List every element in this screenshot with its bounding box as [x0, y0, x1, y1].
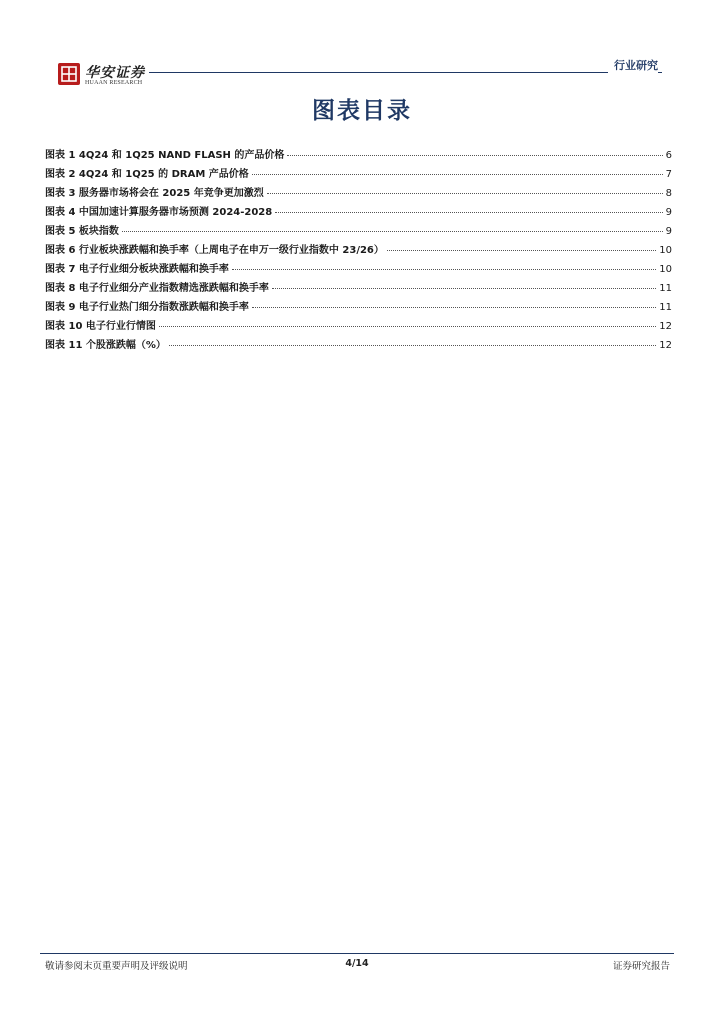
toc-leader-dots [122, 231, 663, 232]
toc-entry-page[interactable]: 10 [659, 245, 672, 256]
toc-entry[interactable] [45, 184, 672, 203]
toc-entry-label[interactable]: 图表 10 电子行业行情图 [45, 321, 156, 332]
toc-entry[interactable] [45, 317, 672, 336]
toc-entry[interactable] [45, 165, 672, 184]
toc-entry-label[interactable]: 图表 4 中国加速计算服务器市场预测 2024-2028 [45, 207, 273, 218]
toc-leader-dots [232, 269, 656, 270]
toc-entry-label[interactable]: 图表 1 4Q24 和 1Q25 NAND FLASH 的产品价格 [45, 150, 285, 161]
logo-english-name: HUAAN RESEARCH [85, 80, 143, 86]
toc-entry-label[interactable]: 图表 2 4Q24 和 1Q25 的 DRAM 产品价格 [45, 169, 249, 180]
page-title: 图表目录 [312, 98, 412, 124]
toc-entry-page[interactable]: 11 [659, 283, 672, 294]
table-of-figures [45, 146, 672, 355]
toc-entry-label[interactable]: 图表 9 电子行业热门细分指数涨跌幅和换手率 [45, 302, 249, 313]
toc-entry-page[interactable]: 6 [665, 150, 672, 161]
toc-leader-dots [275, 212, 662, 213]
toc-entry-page[interactable]: 7 [665, 169, 672, 180]
toc-leader-dots [267, 193, 663, 194]
report-category: 行业研究 [608, 57, 658, 73]
toc-entry-label[interactable]: 图表 11 个股涨跌幅（%） [45, 340, 166, 351]
toc-entry-page[interactable]: 12 [659, 340, 672, 351]
toc-entry[interactable] [45, 260, 672, 279]
toc-entry[interactable] [45, 279, 672, 298]
toc-entry-page[interactable]: 10 [659, 264, 672, 275]
toc-entry[interactable] [45, 203, 672, 222]
toc-entry-label[interactable]: 图表 5 板块指数 [45, 226, 119, 237]
toc-entry-page[interactable]: 8 [665, 188, 672, 199]
toc-entry[interactable] [45, 298, 672, 317]
logo-chinese-name: 华安证券 [85, 65, 145, 81]
toc-leader-dots [252, 174, 663, 175]
toc-entry-label[interactable]: 图表 6 行业板块涨跌幅和换手率（上周电子在申万一级行业指数中 23/26） [45, 245, 384, 256]
toc-leader-dots [252, 307, 656, 308]
toc-entry-page[interactable]: 11 [659, 302, 672, 313]
toc-entry[interactable] [45, 222, 672, 241]
report-type: 证券研究报告 [612, 961, 670, 972]
huaan-logo-icon [58, 63, 80, 85]
toc-entry-label[interactable]: 图表 3 服务器市场将会在 2025 年竞争更加激烈 [45, 188, 264, 199]
page-header [58, 60, 662, 90]
toc-entry-label[interactable]: 图表 7 电子行业细分板块涨跌幅和换手率 [45, 264, 229, 275]
disclaimer-note: 敬请参阅末页重要声明及评级说明 [45, 961, 188, 972]
footer-divider [40, 953, 674, 954]
toc-leader-dots [272, 288, 656, 289]
toc-entry-label[interactable]: 图表 8 电子行业细分产业指数精选涨跌幅和换手率 [45, 283, 269, 294]
toc-entry[interactable] [45, 336, 672, 355]
header-divider [149, 72, 662, 73]
toc-entry[interactable] [45, 146, 672, 165]
toc-leader-dots [387, 250, 656, 251]
toc-entry-page[interactable]: 12 [659, 321, 672, 332]
toc-leader-dots [159, 326, 656, 327]
page-footer [40, 953, 674, 974]
toc-leader-dots [287, 155, 662, 156]
page-number: 4/14 [345, 958, 369, 969]
toc-entry-page[interactable]: 9 [665, 207, 672, 218]
toc-leader-dots [169, 345, 656, 346]
toc-entry-page[interactable]: 9 [665, 226, 672, 237]
toc-entry[interactable] [45, 241, 672, 260]
